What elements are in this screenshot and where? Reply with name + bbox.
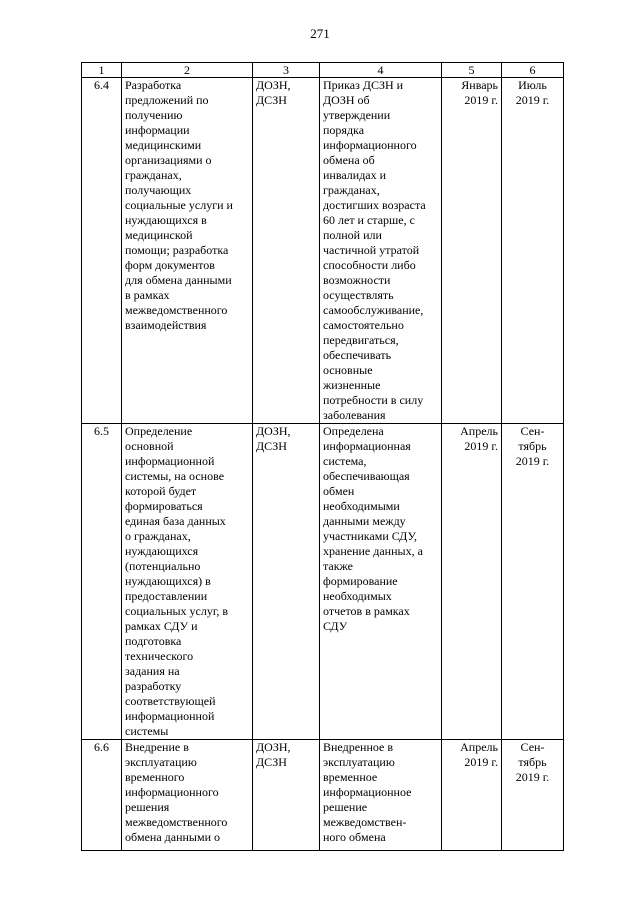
start-date-cell (442, 78, 502, 424)
executors-cell (253, 740, 320, 851)
result-cell-line: обмен (323, 484, 355, 498)
executors-cell-line: ДОЗН, (256, 78, 291, 92)
result-cell-line: частичной утратой (323, 243, 420, 257)
page-number: 271 (310, 26, 330, 41)
result-cell-line: способности либо (323, 258, 416, 272)
result-cell-line: информационного (323, 138, 417, 152)
result-cell-line: передвигаться, (323, 333, 399, 347)
result-cell-line: временное (323, 770, 378, 784)
column-header: 2 (122, 63, 253, 78)
result-cell (320, 740, 442, 851)
measure-cell-line: эксплуатацию (125, 755, 197, 769)
measure-cell (122, 78, 253, 424)
measure-cell-line: для обмена данными (125, 273, 232, 287)
measure-cell-line: предложений по (125, 93, 209, 107)
item-number: 6.6 (82, 740, 122, 851)
result-cell-line: информационная (323, 439, 411, 453)
measure-cell-line: системы, на основе (125, 469, 225, 483)
result-cell-line: информационное (323, 785, 412, 799)
executors-cell-line: ДСЗН (256, 439, 287, 453)
start-date-cell-line: Январь (461, 78, 498, 92)
result-cell-line: утверждении (323, 108, 391, 122)
end-date-cell-line: тябрь (518, 755, 547, 769)
result-cell-line: также (323, 559, 354, 573)
measure-cell-line: соответствующей (125, 694, 216, 708)
start-date-cell-line: Апрель (460, 424, 498, 438)
measure-cell-line: межведомственного (125, 815, 228, 829)
result-cell-line: потребности в силу (323, 393, 424, 407)
measure-cell-line: основной (125, 439, 174, 453)
start-date-cell-line: 2019 г. (464, 439, 498, 453)
result-cell-line: осуществлять (323, 288, 394, 302)
measure-cell-line: медицинской (125, 228, 193, 242)
result-cell-line: необходимых (323, 589, 392, 603)
measure-cell-line: информации (125, 123, 190, 137)
plan-table (81, 62, 564, 851)
result-cell-line: СДУ (323, 619, 348, 633)
result-cell-line: самообслуживание, (323, 303, 424, 317)
table-row (82, 424, 564, 740)
measure-cell-line: временного (125, 770, 185, 784)
measure-cell-line: обмена данными о (125, 830, 221, 844)
measure-cell-line: информационной (125, 709, 215, 723)
result-cell-line: инвалидах и (323, 168, 387, 182)
measure-cell-line: предоставлении (125, 589, 208, 603)
result-cell-line: данными между (323, 514, 406, 528)
measure-cell-line: о гражданах, (125, 529, 191, 543)
executors-cell (253, 78, 320, 424)
measure-cell-line: социальных услуг, в (125, 604, 229, 618)
measure-cell-line: нуждающихся в (125, 213, 207, 227)
start-date-cell (442, 740, 502, 851)
column-header: 3 (253, 63, 320, 78)
item-number: 6.4 (82, 78, 122, 424)
result-cell-line: полной или (323, 228, 382, 242)
result-cell-line: формирование (323, 574, 398, 588)
measure-cell-line: подготовка (125, 634, 182, 648)
measure-cell-line: медицинскими (125, 138, 202, 152)
end-date-cell-line: 2019 г. (515, 770, 550, 784)
start-date-cell (442, 424, 502, 740)
measure-cell-line: в рамках (125, 288, 170, 302)
result-cell-line: гражданах, (323, 183, 380, 197)
measure-cell-line: единая база данных (125, 514, 226, 528)
result-cell-line: хранение данных, а (323, 544, 423, 558)
end-date-cell-line: 2019 г. (515, 454, 550, 468)
measure-cell-line: Внедрение в (125, 740, 189, 754)
measure-cell-line: межведомственного (125, 303, 228, 317)
table-row (82, 78, 564, 424)
result-cell-line: основные (323, 363, 373, 377)
end-date-cell-line: Сен- (520, 424, 545, 438)
measure-cell-line: информационной (125, 454, 215, 468)
end-date-cell-line: тябрь (518, 439, 547, 453)
start-date-cell-line: 2019 г. (464, 93, 498, 107)
measure-cell-line: нуждающихся) в (125, 574, 211, 588)
result-cell-line: эксплуатацию (323, 755, 395, 769)
result-cell-line: Внедренное в (323, 740, 394, 754)
end-date-cell (502, 424, 564, 740)
result-cell-line: ного обмена (323, 830, 386, 844)
result-cell-line: участниками СДУ, (323, 529, 418, 543)
result-cell (320, 78, 442, 424)
measure-cell-line: помощи; разработка (125, 243, 229, 257)
measure-cell-line: форм документов (125, 258, 215, 272)
measure-cell-line: разработку (125, 679, 182, 693)
header-row (82, 63, 564, 78)
measure-cell-line: Определение (125, 424, 193, 438)
result-cell-line: жизненные (323, 378, 381, 392)
column-header: 6 (502, 63, 564, 78)
executors-cell-line: ДОЗН, (256, 740, 291, 754)
measure-cell-line: взаимодействия (125, 318, 207, 332)
result-cell-line: Приказ ДСЗН и (323, 78, 404, 92)
measure-cell-line: Разработка (125, 78, 182, 92)
result-cell (320, 424, 442, 740)
result-cell-line: возможности (323, 273, 391, 287)
result-cell-line: решение (323, 800, 368, 814)
measure-cell-line: получению (125, 108, 183, 122)
result-cell-line: система, (323, 454, 367, 468)
measure-cell-line: формироваться (125, 499, 203, 513)
measure-cell-line: технического (125, 649, 194, 663)
measure-cell-line: гражданах, (125, 168, 182, 182)
column-header: 1 (82, 63, 122, 78)
end-date-cell-line: Сен- (520, 740, 545, 754)
executors-cell-line: ДОЗН, (256, 424, 291, 438)
end-date-cell (502, 740, 564, 851)
end-date-cell (502, 78, 564, 424)
measure-cell-line: решения (125, 800, 170, 814)
executors-cell-line: ДСЗН (256, 755, 287, 769)
measure-cell (122, 424, 253, 740)
result-cell-line: достигших возраста (323, 198, 426, 212)
result-cell-line: отчетов в рамках (323, 604, 410, 618)
measure-cell (122, 740, 253, 851)
start-date-cell-line: 2019 г. (464, 755, 498, 769)
measure-cell-line: получающих (125, 183, 192, 197)
end-date-cell-line: 2019 г. (515, 93, 550, 107)
measure-cell-line: организациями о (125, 153, 212, 167)
measure-cell-line: нуждающихся (125, 544, 199, 558)
result-cell-line: обеспечивать (323, 348, 392, 362)
item-number: 6.5 (82, 424, 122, 740)
result-cell-line: межведомствен- (323, 815, 407, 829)
measure-cell-line: социальные услуги и (125, 198, 233, 212)
result-cell-line: ДОЗН об (323, 93, 370, 107)
measure-cell-line: которой будет (125, 484, 197, 498)
executors-cell-line: ДСЗН (256, 93, 287, 107)
column-header: 5 (442, 63, 502, 78)
measure-cell-line: задания на (125, 664, 180, 678)
end-date-cell-line: Июль (518, 78, 547, 92)
table-row (82, 740, 564, 851)
result-cell-line: Определена (323, 424, 384, 438)
executors-cell (253, 424, 320, 740)
start-date-cell-line: Апрель (460, 740, 498, 754)
result-cell-line: самостоятельно (323, 318, 404, 332)
result-cell-line: необходимыми (323, 499, 400, 513)
result-cell-line: 60 лет и старше, с (323, 213, 415, 227)
column-header: 4 (320, 63, 442, 78)
measure-cell-line: системы (125, 724, 169, 738)
measure-cell-line: (потенциально (125, 559, 201, 573)
measure-cell-line: информационного (125, 785, 219, 799)
result-cell-line: обеспечивающая (323, 469, 410, 483)
result-cell-line: порядка (323, 123, 365, 137)
measure-cell-line: рамках СДУ и (125, 619, 198, 633)
result-cell-line: обмена об (323, 153, 375, 167)
result-cell-line: заболевания (323, 408, 386, 422)
